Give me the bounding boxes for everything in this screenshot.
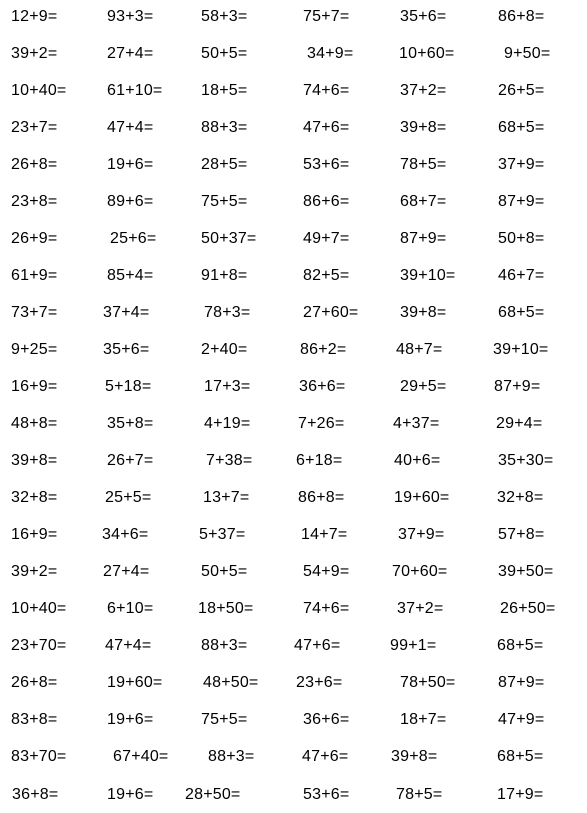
- worksheet-row: [0, 670, 587, 696]
- addition-problem: 37+9=: [398, 526, 445, 543]
- addition-problem: 36+6=: [299, 378, 346, 395]
- addition-problem: 88+3=: [208, 748, 255, 765]
- addition-problem: 16+9=: [11, 526, 58, 543]
- addition-problem: 26+9=: [11, 230, 58, 247]
- addition-problem: 46+7=: [498, 267, 545, 284]
- addition-problem: 86+6=: [303, 193, 350, 210]
- addition-problem: 2+40=: [201, 341, 248, 358]
- addition-problem: 68+5=: [497, 748, 544, 765]
- addition-problem: 16+9=: [11, 378, 58, 395]
- addition-problem: 26+8=: [11, 674, 58, 691]
- addition-problem: 39+50=: [498, 563, 554, 580]
- addition-problem: 70+60=: [392, 563, 448, 580]
- addition-problem: 87+9=: [498, 193, 545, 210]
- addition-problem: 4+19=: [204, 415, 251, 432]
- addition-problem: 88+3=: [201, 637, 248, 654]
- addition-problem: 19+6=: [107, 156, 154, 173]
- worksheet-row: [0, 633, 587, 659]
- worksheet-row: [0, 78, 587, 104]
- addition-problem: 99+1=: [390, 637, 437, 654]
- addition-problem: 10+40=: [11, 600, 67, 617]
- addition-problem: 50+37=: [201, 230, 257, 247]
- addition-problem: 75+5=: [201, 193, 248, 210]
- addition-problem: 47+4=: [107, 119, 154, 136]
- addition-problem: 93+3=: [107, 8, 154, 25]
- addition-problem: 74+6=: [303, 600, 350, 617]
- addition-problem: 47+9=: [498, 711, 545, 728]
- worksheet-row: [0, 596, 587, 622]
- addition-problem: 5+37=: [199, 526, 246, 543]
- addition-problem: 39+10=: [493, 341, 549, 358]
- addition-problem: 39+8=: [11, 452, 58, 469]
- addition-problem: 86+8=: [498, 8, 545, 25]
- addition-problem: 68+5=: [498, 119, 545, 136]
- addition-problem: 26+8=: [11, 156, 58, 173]
- addition-problem: 37+4=: [103, 304, 150, 321]
- addition-problem: 47+6=: [294, 637, 341, 654]
- addition-problem: 50+5=: [201, 563, 248, 580]
- addition-problem: 39+2=: [11, 563, 58, 580]
- addition-problem: 23+7=: [11, 119, 58, 136]
- addition-problem: 32+8=: [11, 489, 58, 506]
- addition-problem: 39+8=: [400, 304, 447, 321]
- addition-problem: 32+8=: [497, 489, 544, 506]
- addition-problem: 10+60=: [399, 45, 455, 62]
- addition-problem: 35+6=: [103, 341, 150, 358]
- addition-problem: 7+26=: [298, 415, 345, 432]
- addition-problem: 86+2=: [300, 341, 347, 358]
- addition-problem: 10+40=: [11, 82, 67, 99]
- addition-problem: 78+5=: [400, 156, 447, 173]
- addition-problem: 39+8=: [400, 119, 447, 136]
- addition-problem: 78+50=: [400, 674, 456, 691]
- addition-problem: 48+8=: [11, 415, 58, 432]
- addition-problem: 68+5=: [498, 304, 545, 321]
- addition-problem: 50+8=: [498, 230, 545, 247]
- addition-problem: 17+9=: [497, 786, 544, 803]
- worksheet-row: [0, 41, 587, 67]
- addition-problem: 6+18=: [296, 452, 343, 469]
- worksheet-row: [0, 189, 587, 215]
- addition-problem: 35+30=: [498, 452, 554, 469]
- worksheet-row: [0, 226, 587, 252]
- addition-problem: 37+2=: [397, 600, 444, 617]
- addition-problem: 48+7=: [396, 341, 443, 358]
- addition-problem: 29+4=: [496, 415, 543, 432]
- addition-problem: 57+8=: [498, 526, 545, 543]
- addition-problem: 19+60=: [394, 489, 450, 506]
- addition-problem: 26+5=: [498, 82, 545, 99]
- addition-problem: 37+9=: [498, 156, 545, 173]
- worksheet-row: [0, 115, 587, 141]
- worksheet-row: [0, 707, 587, 733]
- worksheet-row: [0, 337, 587, 363]
- addition-problem: 91+8=: [201, 267, 248, 284]
- addition-problem: 78+5=: [396, 786, 443, 803]
- addition-problem: 18+5=: [201, 82, 248, 99]
- addition-problem: 78+3=: [204, 304, 251, 321]
- addition-problem: 14+7=: [301, 526, 348, 543]
- addition-problem: 25+5=: [105, 489, 152, 506]
- addition-problem: 26+50=: [500, 600, 556, 617]
- addition-problem: 85+4=: [107, 267, 154, 284]
- addition-problem: 27+4=: [107, 45, 154, 62]
- addition-problem: 34+9=: [307, 45, 354, 62]
- addition-problem: 61+10=: [107, 82, 163, 99]
- addition-problem: 86+8=: [298, 489, 345, 506]
- addition-problem: 29+5=: [400, 378, 447, 395]
- addition-problem: 89+6=: [107, 193, 154, 210]
- addition-problem: 68+7=: [400, 193, 447, 210]
- addition-problem: 13+7=: [203, 489, 250, 506]
- worksheet-row: [0, 263, 587, 289]
- addition-problem: 87+9=: [400, 230, 447, 247]
- addition-problem: 54+9=: [303, 563, 350, 580]
- addition-problem: 6+10=: [107, 600, 154, 617]
- addition-problem: 5+18=: [105, 378, 152, 395]
- worksheet-row: [0, 300, 587, 326]
- addition-problem: 17+3=: [204, 378, 251, 395]
- addition-problem: 61+9=: [11, 267, 58, 284]
- addition-problem: 28+50=: [185, 786, 241, 803]
- worksheet-row: [0, 744, 587, 770]
- addition-problem: 35+6=: [400, 8, 447, 25]
- addition-problem: 39+2=: [11, 45, 58, 62]
- addition-problem: 53+6=: [303, 156, 350, 173]
- addition-problem: 68+5=: [497, 637, 544, 654]
- worksheet-row: [0, 559, 587, 585]
- addition-problem: 50+5=: [201, 45, 248, 62]
- addition-problem: 53+6=: [303, 786, 350, 803]
- worksheet-row: [0, 374, 587, 400]
- addition-problem: 35+8=: [107, 415, 154, 432]
- addition-problem: 37+2=: [400, 82, 447, 99]
- addition-problem: 87+9=: [494, 378, 541, 395]
- addition-problem: 47+6=: [303, 119, 350, 136]
- worksheet-row: [0, 411, 587, 437]
- worksheet-row: [0, 485, 587, 511]
- addition-problem: 26+7=: [107, 452, 154, 469]
- addition-problem: 36+6=: [303, 711, 350, 728]
- addition-problem: 36+8=: [12, 786, 59, 803]
- addition-problem: 82+5=: [303, 267, 350, 284]
- addition-problem: 18+50=: [198, 600, 254, 617]
- addition-problem: 83+8=: [11, 711, 58, 728]
- worksheet-row: [0, 782, 587, 808]
- addition-problem: 4+37=: [393, 415, 440, 432]
- worksheet-row: [0, 522, 587, 548]
- worksheet-row: [0, 4, 587, 30]
- addition-problem: 27+60=: [303, 304, 359, 321]
- addition-problem: 49+7=: [303, 230, 350, 247]
- addition-problem: 74+6=: [303, 82, 350, 99]
- addition-problem: 7+38=: [206, 452, 253, 469]
- addition-problem: 12+9=: [11, 8, 58, 25]
- addition-problem: 73+7=: [11, 304, 58, 321]
- addition-problem: 34+6=: [102, 526, 149, 543]
- addition-problem: 75+5=: [201, 711, 248, 728]
- addition-problem: 23+6=: [296, 674, 343, 691]
- worksheet-row: [0, 152, 587, 178]
- addition-problem: 9+50=: [504, 45, 551, 62]
- addition-problem: 48+50=: [203, 674, 259, 691]
- addition-problem: 9+25=: [11, 341, 58, 358]
- addition-problem: 25+6=: [110, 230, 157, 247]
- addition-problem: 88+3=: [201, 119, 248, 136]
- addition-problem: 75+7=: [303, 8, 350, 25]
- addition-problem: 19+60=: [107, 674, 163, 691]
- addition-problem: 67+40=: [113, 748, 169, 765]
- addition-problem: 47+4=: [105, 637, 152, 654]
- addition-problem: 39+8=: [391, 748, 438, 765]
- addition-problem: 23+8=: [11, 193, 58, 210]
- addition-problem: 87+9=: [498, 674, 545, 691]
- addition-problem: 19+6=: [107, 711, 154, 728]
- addition-problem: 28+5=: [201, 156, 248, 173]
- addition-problem: 27+4=: [103, 563, 150, 580]
- addition-problem: 39+10=: [400, 267, 456, 284]
- addition-problem: 40+6=: [394, 452, 441, 469]
- addition-problem: 18+7=: [400, 711, 447, 728]
- addition-problem: 47+6=: [302, 748, 349, 765]
- addition-problem: 23+70=: [11, 637, 67, 654]
- worksheet-row: [0, 448, 587, 474]
- addition-problem: 83+70=: [11, 748, 67, 765]
- addition-problem: 58+3=: [201, 8, 248, 25]
- addition-problem: 19+6=: [107, 786, 154, 803]
